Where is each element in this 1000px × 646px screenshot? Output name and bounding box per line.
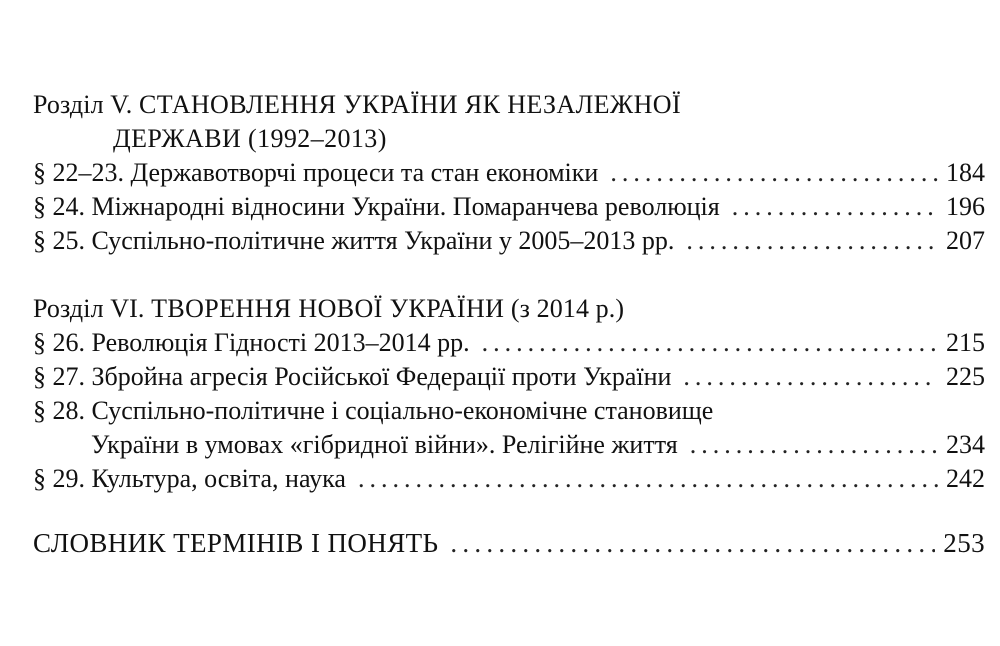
glossary-page: 253 (943, 528, 985, 558)
toc-entry-title-line2: України в умовах «гібридної війни». Релігійне життя (91, 430, 678, 459)
toc-entry-title: § 26. Революція Гідності 2013–2014 рр. (33, 328, 470, 357)
section-6-prefix: Розділ VI. (33, 294, 152, 323)
toc-entry-page: 184 (946, 158, 985, 187)
toc-entry-page: 196 (946, 192, 985, 221)
dot-leader (610, 156, 938, 190)
toc-entry-title: § 24. Міжнародні відносини України. Помаранчева революція (33, 192, 720, 221)
section-5-title-line1: СТАНОВЛЕННЯ УКРАЇНИ ЯК НЕЗАЛЕЖНОЇ (138, 90, 682, 119)
dot-leader (732, 190, 938, 224)
toc-entry-page: 225 (946, 362, 985, 391)
toc-entry-glossary[interactable] (33, 526, 985, 560)
toc-entry-page: 207 (946, 226, 985, 255)
toc-entry-page: 215 (946, 328, 985, 357)
section-5-prefix: Розділ V. (33, 90, 139, 119)
section-6-title: ТВОРЕННЯ НОВОЇ УКРАЇНИ (151, 294, 505, 323)
table-of-contents (33, 88, 985, 560)
toc-entry-29[interactable] (33, 462, 985, 496)
dot-leader (358, 462, 938, 496)
glossary-title: СЛОВНИК ТЕРМІНІВ І ПОНЯТЬ (33, 528, 439, 558)
section-6-suffix: (з 2014 р.) (504, 294, 625, 323)
toc-entry-25[interactable] (33, 224, 985, 258)
toc-entry-title: § 27. Збройна агресія Російської Федерації проти України (33, 362, 672, 391)
toc-entry-28[interactable] (33, 394, 985, 462)
toc-entry-title: § 25. Суспільно-політичне життя України у 2005–2013 рр. (33, 226, 675, 255)
toc-entry-22-23[interactable] (33, 156, 985, 190)
section-5-heading (33, 88, 985, 156)
toc-entry-title: § 29. Культура, освіта, наука (33, 464, 346, 493)
dot-leader (683, 360, 938, 394)
toc-entry-24[interactable] (33, 190, 985, 224)
section-6-heading (33, 292, 985, 326)
dot-leader (450, 526, 935, 560)
toc-entry-page: 234 (946, 430, 985, 459)
dot-leader (482, 326, 938, 360)
toc-entry-page: 242 (946, 464, 985, 493)
toc-entry-26[interactable] (33, 326, 985, 360)
dot-leader (690, 428, 938, 462)
dot-leader (686, 224, 938, 258)
section-5-title-line2: ДЕРЖАВИ (1992–2013) (113, 124, 387, 153)
toc-entry-title: § 22–23. Державотворчі процеси та стан економіки (33, 158, 599, 187)
toc-entry-title-line1: § 28. Суспільно-політичне і соціально-економічне становище (33, 396, 714, 425)
toc-entry-27[interactable] (33, 360, 985, 394)
